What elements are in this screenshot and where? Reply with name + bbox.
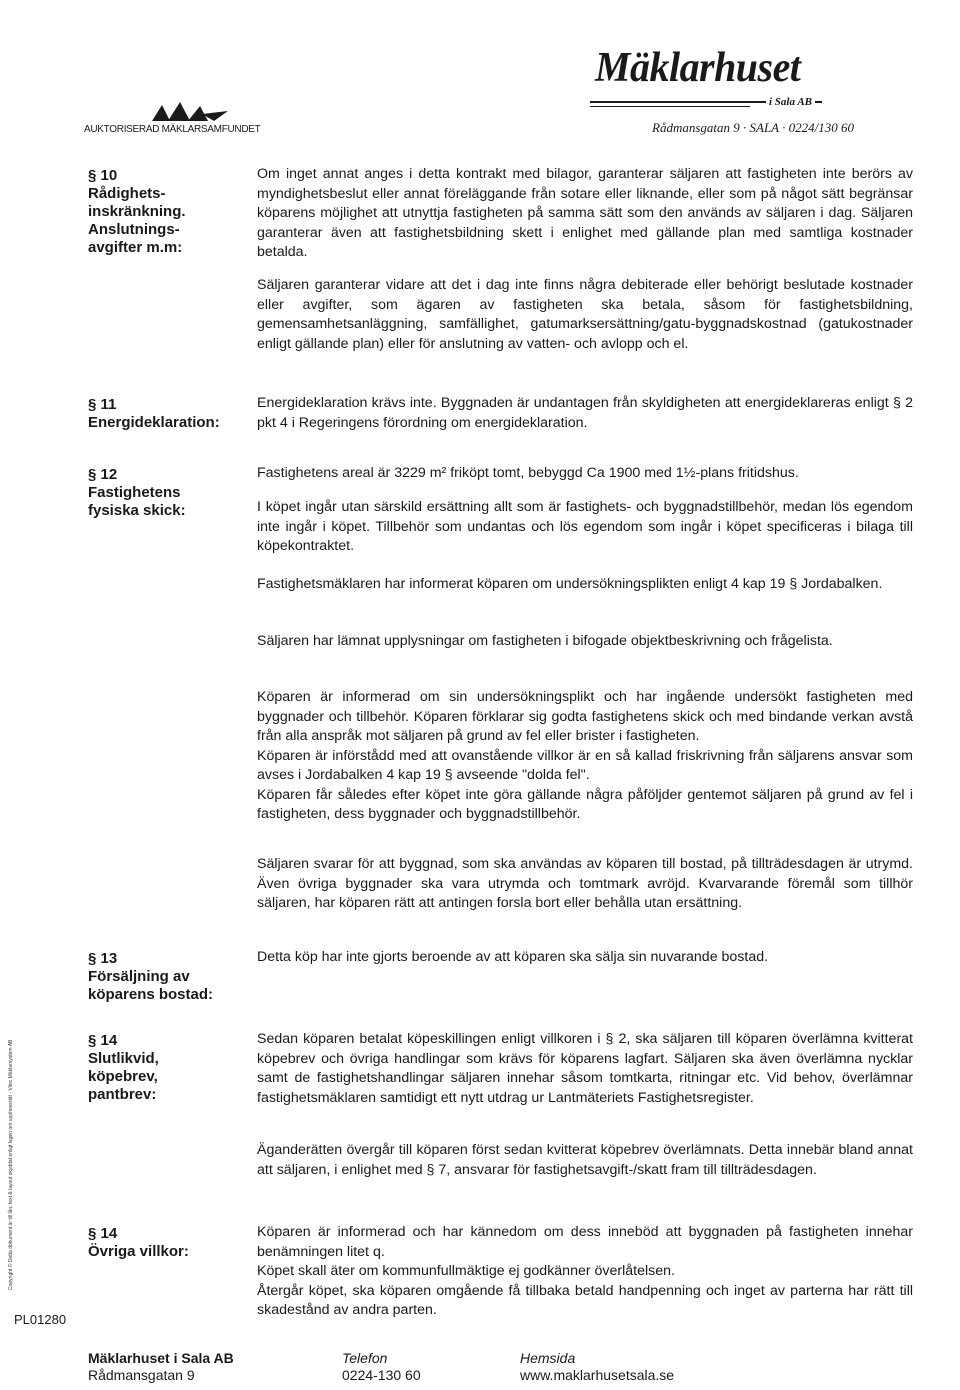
- section-10-paragraph: [257, 165, 913, 263]
- paragraph: Köparen får således efter köpet inte göra gällande några påföljder gentemot säljaren på grund av fel i fastigheten, dess byggnader och byggnadstillbehör.: [257, 786, 913, 822]
- paragraph: Om inget annat anges i detta kontrakt med bilagor, garanterar säljaren att fastigheten inte berörs av myndighetsbeslut eller annat föreläggande från sotare eller liknande, eller som på något sätt begränsar köparens möjlighet att utnyttja fastigheten på samma sätt som den används av säljaren i dag. Säljaren garanterar även att fastighetsbildning skett i enlighet med gällande plan med samtliga kostnader betalda.: [257, 166, 913, 260]
- section-number: § 14: [88, 1032, 118, 1049]
- section-number: § 13: [88, 950, 118, 967]
- section-14-label: [88, 1032, 159, 1104]
- brand-name: Mäklarhuset: [595, 45, 801, 91]
- section-12-paragraph: [257, 464, 913, 484]
- section-title-line: Energideklaration:: [88, 414, 220, 431]
- section-title-line: avgifter m.m:: [88, 239, 183, 256]
- section-11-paragraph: [257, 394, 913, 433]
- web-label: Hemsida: [520, 1350, 576, 1366]
- section-14-paragraph: [257, 1141, 913, 1180]
- section-12-paragraph: [257, 688, 913, 825]
- document-code: PL01280: [14, 1312, 67, 1327]
- section-title-line: Försäljning av: [88, 968, 190, 985]
- section-title-line: köparens bostad:: [88, 986, 214, 1003]
- paragraph: Äganderätten övergår till köparen först sedan kvitterat köpebrev överlämnats. Detta innebär bland annat att säljaren, i enlighet med § 7, ansvarar för fastighetsavgift-/skatt fram till tillträdesdagen.: [257, 1142, 913, 1178]
- footer-company: [88, 1350, 234, 1384]
- section-13-paragraph: [257, 948, 913, 968]
- company-street: Rådmansgatan 9: [88, 1367, 195, 1383]
- paragraph: Detta köp har inte gjorts beroende av att köparen ska sälja sin nuvarande bostad.: [257, 949, 769, 965]
- paragraph: Köparen är införstådd med att ovanstående villkor är en så kallad friskrivning från säljarens ansvar som avses i Jordabalken 4 kap 19 § avseende "dolda fel".: [257, 747, 913, 783]
- paragraph: Sedan köparen betalat köpeskillingen enligt villkoren i § 2, ska säljaren till köparen överlämna kvitterat köpebrev och övriga handlingar som krävs för köparens lagfart. Säljaren ska även överlämna nycklar samt de fastighetshandlingar säljaren innehar såsom tomtkarta, ritningar etc. Vid behov, överlämnar fastighetsmäklaren samtidigt ett nytt utdrag ur Lantmäteriets Fastighetsregister.: [257, 1031, 913, 1106]
- section-title-line: köpebrev,: [88, 1068, 158, 1085]
- section-title-line: pantbrev:: [88, 1086, 157, 1103]
- section-12-paragraph: [257, 855, 913, 914]
- section-14-other-label: [88, 1225, 189, 1261]
- brand-sub: i Sala AB: [766, 96, 815, 108]
- phone-label: Telefon: [342, 1350, 388, 1366]
- section-14-other-paragraph: [257, 1223, 913, 1321]
- section-12-paragraph: [257, 632, 913, 652]
- paragraph: Säljaren har lämnat upplysningar om fastigheten i bifogade objektbeskrivning och frågelista.: [257, 633, 833, 649]
- section-title-line: Rådighets-: [88, 185, 166, 202]
- section-title-line: Övriga villkor:: [88, 1243, 189, 1260]
- company-name: Mäklarhuset i Sala AB: [88, 1350, 234, 1366]
- section-title-line: Slutlikvid,: [88, 1050, 159, 1067]
- paragraph: I köpet ingår utan särskild ersättning allt som är fastighets- och byggnadstillbehör, medan lös egendom inte ingår i köpet. Tillbehör som undantas och lös egendom som ingår i köpet specificeras i bilaga till köpekontraktet.: [257, 499, 913, 554]
- section-10-label: [88, 167, 186, 257]
- section-number: § 11: [88, 396, 117, 413]
- section-12-paragraph: [257, 498, 913, 557]
- phone-number: 0224-130 60: [342, 1367, 421, 1383]
- paragraph: Återgår köpet, ska köparen omgående få tillbaka betald handpenning och inget av parterna har rätt till skadestånd av andra parten.: [257, 1282, 913, 1318]
- section-12-label: [88, 466, 186, 520]
- section-11-label: [88, 396, 220, 432]
- association-logo: [150, 100, 230, 122]
- paragraph: Köparen är informerad om sin undersökningsplikt och har ingående undersökt fastigheten med byggnader och tillbehör. Köparen förklarar sig godta fastighetens skick och med bindande verkan avstå från alla anspråk mot säljaren på grund av fel eller brister i fastigheten.: [257, 689, 913, 744]
- section-14-paragraph: [257, 1030, 913, 1108]
- paragraph: Köparen är informerad och har kännedom om dess inneböd att byggnaden på fastigheten innehar benämningen litet q.: [257, 1224, 913, 1260]
- section-10-paragraph: [257, 276, 913, 354]
- section-title-line: Anslutnings-: [88, 221, 180, 238]
- section-title-line: inskränkning.: [88, 203, 186, 220]
- paragraph: Fastighetens areal är 3229 m² friköpt tomt, bebyggd Ca 1900 med 1½-plans fritidshus.: [257, 465, 799, 481]
- paragraph: Köpet skall äter om kommunfullmäktige ej godkänner överlåtelsen.: [257, 1263, 675, 1279]
- paragraph: Fastighetsmäklaren har informerat köparen om undersökningsplikten enligt 4 kap 19 § Jordabalken.: [257, 576, 883, 592]
- section-number: § 12: [88, 466, 118, 483]
- section-title-line: fysiska skick:: [88, 502, 186, 519]
- section-title-line: Fastighetens: [88, 484, 181, 501]
- association-name: AUKTORISERAD MÄKLARSAMFUNDET: [84, 124, 261, 135]
- footer-web: [520, 1350, 674, 1384]
- footer-phone: [342, 1350, 421, 1384]
- brand-address: Rådmansgatan 9 · SALA · 0224/130 60: [652, 120, 854, 135]
- paragraph: Energideklaration krävs inte. Byggnaden är undantagen från skyldigheten att energideklareras enligt § 2 pkt 4 i Regeringens förordning om energideklaration.: [257, 395, 913, 431]
- section-13-label: [88, 950, 213, 1004]
- web-address[interactable]: www.maklarhusetsala.se: [520, 1367, 675, 1383]
- paragraph: Säljaren garanterar vidare att det i dag inte finns några debiterade eller behörigt beslutade kostnader eller avgifter, som ägaren av fastigheten ska betala, såsom för fastighetsbildning, gemensamhetsanläggning, samfällighet, gatumarksersättning/gatu-byggnadskostnad (gatukostnader enligt gällande plan) eller för anslutning av vatten- och avlopp och el.: [257, 277, 913, 352]
- section-12-paragraph: [257, 575, 913, 595]
- section-number: § 10: [88, 167, 118, 184]
- paragraph: Säljaren svarar för att byggnad, som ska användas av köparen till bostad, på tillträdesdagen är utrymd. Även övriga byggnader ska vara utrymda och tomtmark avröjd. Kvarvarande föremål som tillhör säljaren, har köparen rätt att antingen forsla bort eller behålla utan ersättning.: [257, 856, 913, 911]
- section-number: § 14: [88, 1225, 118, 1242]
- brand-rule-thin: [590, 106, 750, 107]
- side-copyright: Copyright © Detta dokument är till lån, text & layout skyddat enligt lagen om upphovsrätt - Vitec Mäklarsystem AB: [8, 1039, 14, 1290]
